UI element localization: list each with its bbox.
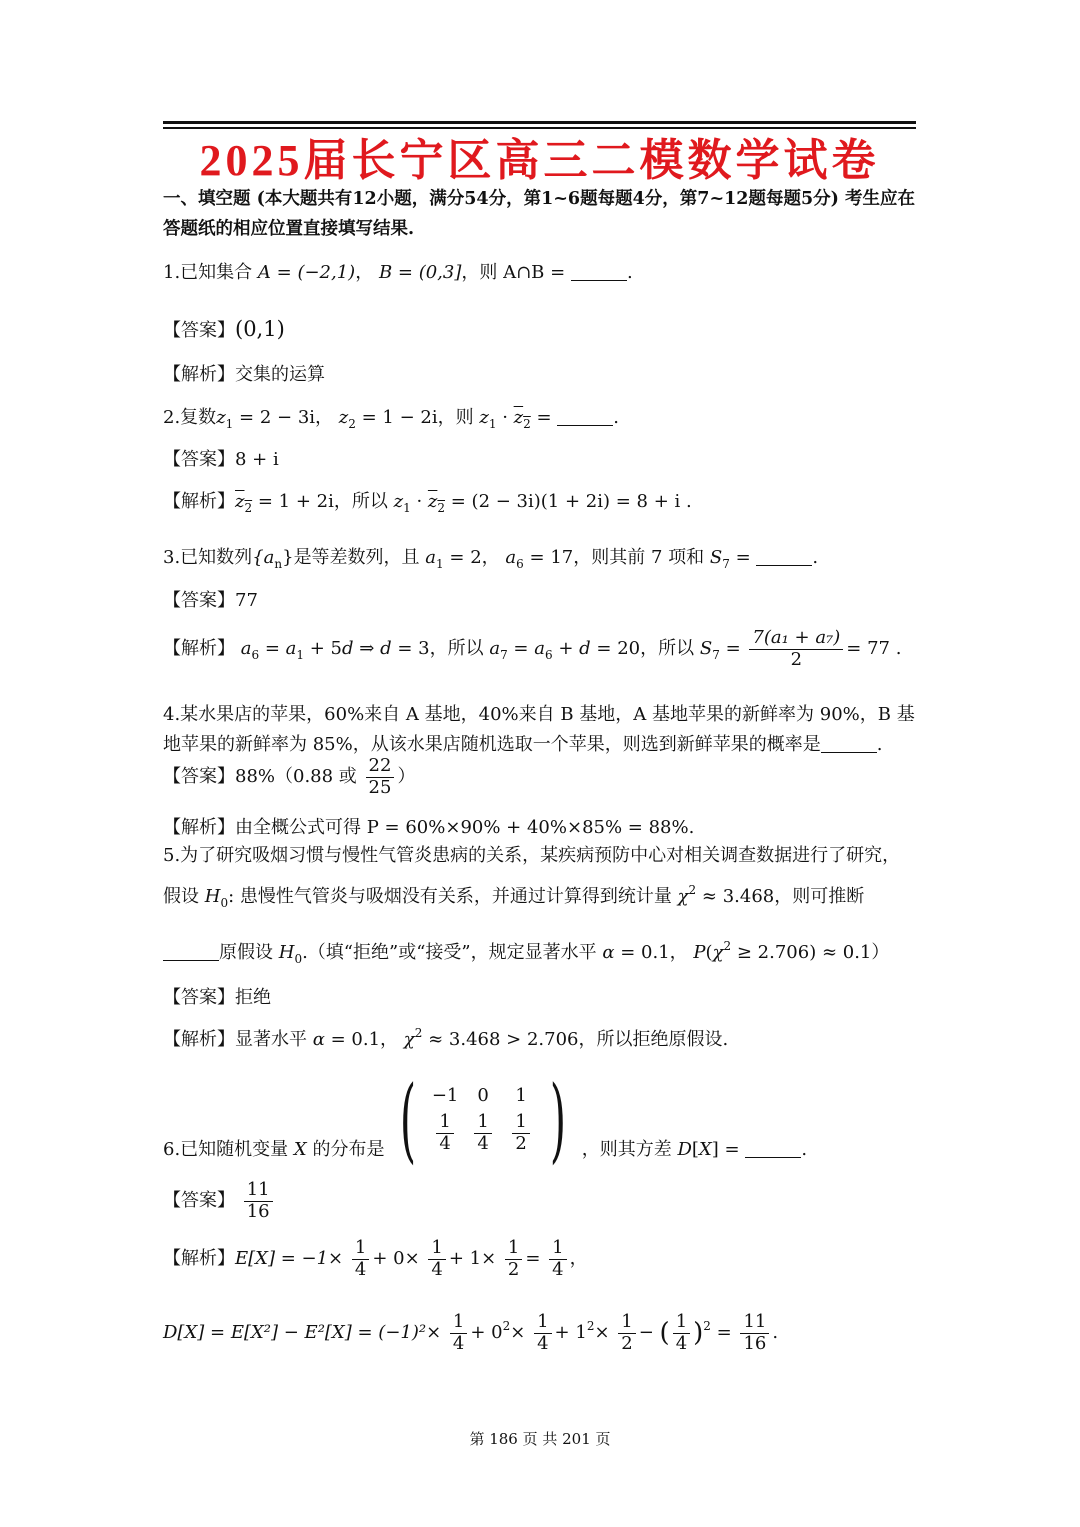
q2-analysis: 【解析】$z_2 = 1 + 2i$，所以 $z_1 \cdot z_2 = (2 - 3i)(1 + 2i) = 8 + i$ . [163,491,692,515]
header-rule-thick [163,121,916,124]
answer-blank [571,260,627,281]
q2-answer: 【答案】8 + i [163,449,279,470]
fraction: $\frac{22}{25}$ [366,756,395,798]
question-4-line-1: 4.某水果店的苹果，60%来自 A 基地，40%来自 B 基地，A 基地苹果的新鲜率为 90%，B 基 [163,704,915,725]
question-2: 2.复数$z_1 = 2 - 3i$， $z_2 = 1 - 2i$，则 $z_1 \cdot z_2$ = . [163,407,620,431]
question-5-line-3: 原假设 $H_0$.（填“拒绝”或“接受”，规定显著水平 α = 0.1， $P(\chi^2 \ge 2.706) \approx 0.1$） [163,938,923,966]
q6-answer: 【答案】 $\frac{11}{16}$ [163,1180,923,1222]
question-6: 6.已知随机变量 X 的分布是 ( −1 0 1 $\frac{1}{4}$ $\frac{1}{4}$ $\frac{1}{2}$ ) ，则其方差 D[X] = . [163,1066,808,1173]
q5-analysis: 【解析】显著水平 α = 0.1， $\chi^2 \approx 3.468 > 2.706$，所以拒绝原假设. [163,1026,729,1050]
answer-blank [756,545,812,566]
set-b: B = (0,3] [378,262,462,283]
q1-answer: 【答案】(0,1) [163,317,285,341]
q3-analysis: 【解析】 $a_6 = a_1 + 5d$ ⇒ d = 3，所以 $a_7 = a_6 + d = 20$，所以 $S_7$ = $\frac{\text{7(a₁ + a₇)}}{2}$ = 77 . [163,627,902,670]
q6-analysis-2: D[X] = E[X²] − E²[X] = (−1)²× $\frac{1}{4}$ + $0^2\times$ $\frac{1}{4}$ + $1^2\times$ $\frac{1}{2}$ − ( $\frac{1}{4}$ )$^2$ = $\frac{11}{16}$ . [163,1311,779,1354]
page-title: 2025届长宁区高三二模数学试卷 [199,136,880,185]
q3-answer: 【答案】77 [163,590,258,611]
question-3: 3.已知数列$\{a_n\}$是等差数列，且 $a_1 = 2$， $a_6 = 17$，则其前 7 项和 $S_7$ = . [163,547,819,571]
section-heading: 一、填空题 (本大题共有12小题，满分54分，第1~6题每题4分，第7~12题每题5分) 考生应在答题纸的相应位置直接填写结果. [163,189,916,239]
q5-answer: 【答案】拒绝 [163,987,271,1008]
q1-analysis: 【解析】交集的运算 [163,364,325,385]
question-5-line-1: 5.为了研究吸烟习惯与慢性气管炎患病的关系，某疾病预防中心对相关调查数据进行了研究， [163,845,901,866]
fraction: $\frac{11}{16}$ [244,1180,273,1222]
fraction: $\frac{1}{4}$ [436,1112,453,1154]
answer-blank [821,732,877,753]
q4-analysis: 【解析】由全概公式可得 P = 60%×90% + 40%×85% = 88%. [163,817,695,838]
question-5-line-2: 假设 $H_0$: 患慢性气管炎与吸烟没有关系，并通过计算得到统计量 $\chi^2 \approx 3.468$，则可推断 [163,883,865,910]
question-1: 1.已知集合 A = (−2,1)， B = (0,3]，则 A∩B = . [163,262,633,283]
header-rule-thin [163,127,916,129]
set-a: A = (−2,1) [257,262,356,283]
page-footer: 第 186 页 共 201 页 [469,1430,611,1448]
distribution-matrix: ( −1 0 1 $\frac{1}{4}$ $\frac{1}{4}$ $\frac{1}{2}$ ) [400,1066,567,1173]
answer-blank [163,940,219,961]
fraction: $\frac{1}{2}$ [512,1112,529,1154]
answer-blank [745,1137,801,1158]
answer-blank [557,405,613,426]
fraction: $\frac{1}{4}$ [474,1112,491,1154]
fraction: $\frac{\text{7(a₁ + a₇)}}{2}$ [749,628,843,670]
question-4-line-2: 地苹果的新鲜率为 85%，从该水果店随机选取一个苹果，则选到新鲜苹果的概率是 . [163,734,883,755]
q4-answer: 【答案】88%（0.88 或 $\frac{22}{25}$ ） [163,755,416,798]
q6-analysis-1: 【解析】E[X] = −1× $\frac{1}{4}$ + 0× $\frac{1}{4}$ + 1× $\frac{1}{2}$ = $\frac{1}{4}$ ， [163,1237,588,1280]
